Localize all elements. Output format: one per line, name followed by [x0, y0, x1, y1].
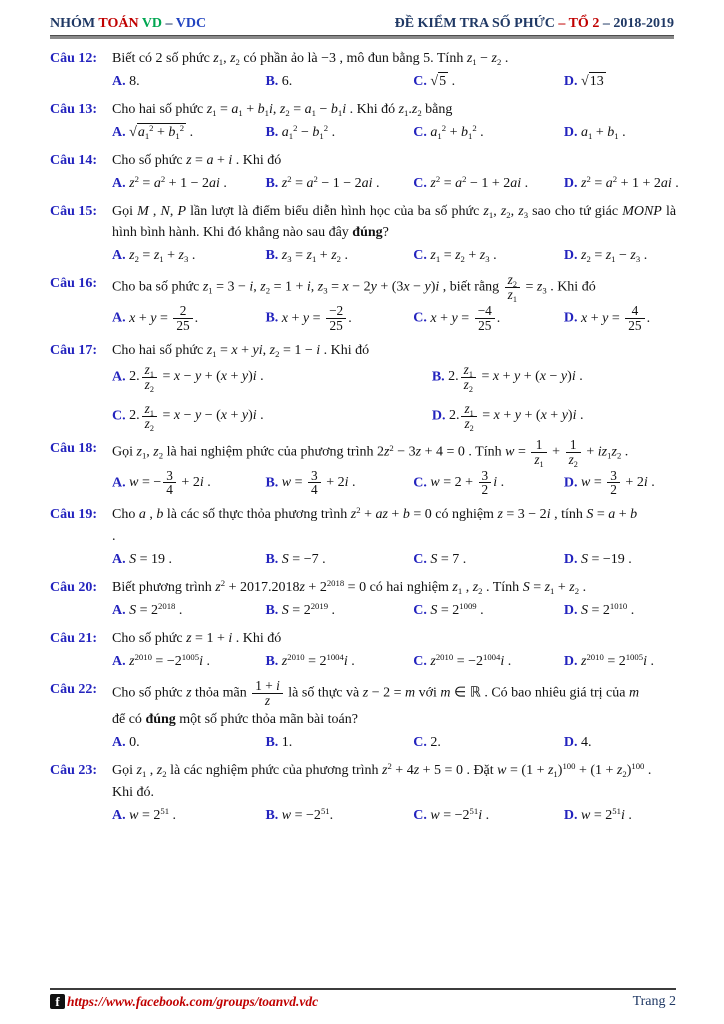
option-value: w = 2 + $\frac{3}{2}$ i .: [430, 467, 505, 498]
option-value: $z^{2010} = 2^{1005}i$ .: [581, 652, 654, 670]
question-line: Cho ba số phức $z_1 = 3 - i$, $z_2 = 1 + i$, $z_3 = x - 2y + (3x - y)i$ , biết rằng $\frac{z_2}{z_1}$ = $z_3$ . Khi đó: [112, 272, 596, 304]
header-title: ĐỀ KIỂM TRA SỐ PHỨC: [394, 16, 559, 31]
option-letter: A.: [112, 176, 126, 191]
answer-option: [413, 245, 560, 266]
option-letter: C.: [112, 408, 126, 424]
option-letter: D.: [563, 475, 578, 491]
question-block: [50, 504, 676, 570]
answer-option: [265, 651, 409, 672]
option-value: x + y = $\frac{4}{25}$ .: [581, 302, 651, 333]
option-value: $z_3 = z_1 + z_2$ .: [281, 248, 348, 265]
options-row: [112, 122, 676, 143]
header-left: [50, 16, 206, 32]
option-letter: A.: [112, 475, 126, 491]
question-label: Câu 16:: [50, 276, 98, 291]
question-block: [50, 273, 676, 333]
answer-option: [413, 173, 560, 194]
header-right: [395, 16, 674, 32]
question-label: Câu 13:: [50, 102, 98, 117]
answer-option: [432, 363, 680, 392]
option-letter: D.: [563, 125, 578, 140]
question-line: Cho số phức z thỏa mãn $\frac{1 + i}{z}$ là số thực và z − 2 = m với m ∈ ℝ . Có bao nhiêu giá trị của m: [112, 678, 640, 709]
option-value: x + y = $\frac{2}{25}$ .: [129, 302, 199, 333]
answer-option: [265, 732, 409, 753]
question-line: để có đúng một số phức thỏa mãn bài toán?: [112, 712, 358, 728]
option-letter: D.: [563, 310, 578, 326]
option-value: x + y = $\frac{-2}{25}$ .: [281, 302, 352, 333]
answer-option: [112, 549, 261, 570]
question-body: [112, 340, 676, 431]
option-letter: C.: [413, 74, 427, 89]
question-block: [50, 679, 676, 753]
page-header: [0, 0, 724, 35]
question-line: Cho a , b là các số thực thỏa phương trình $z^2$ + az + b = 0 có nghiệm z = 3 − 2i , tính S = a + b: [112, 505, 638, 523]
answer-option: [564, 600, 688, 621]
question-line: Biết có 2 số phức $z_1$, $z_2$ có phần ảo là −3 , mô đun bằng 5. Tính $z_1 - z_2$ .: [112, 51, 509, 68]
option-letter: D.: [563, 176, 578, 191]
question-block: [50, 340, 676, 431]
option-letter: B.: [265, 475, 279, 491]
question-line: Cho hai số phức $z_1 = a_1 + b_1i$, $z_2 = a_1 - b_1i$ . Khi đó $z_1.z_2$ bằng: [112, 102, 453, 119]
option-letter: A.: [112, 603, 126, 619]
question-body: [112, 760, 676, 826]
option-value: $z^{2010} = -2^{1005}i$ .: [129, 652, 210, 670]
option-letter: C.: [413, 654, 427, 670]
option-letter: A.: [112, 248, 126, 263]
header-nhom: NHÓM: [50, 16, 99, 31]
option-letter: D.: [563, 735, 578, 751]
question-label: Câu 18:: [50, 440, 98, 456]
option-value: S = −7 .: [281, 552, 326, 568]
question-line: Cho hai số phức $z_1 = x$ + yi, $z_2 = 1 - i$ . Khi đó: [112, 342, 370, 359]
answer-option: [413, 651, 560, 672]
answer-option: [265, 245, 409, 266]
option-letter: C.: [413, 248, 427, 263]
answer-option: [413, 549, 560, 570]
options-row: [112, 549, 676, 570]
option-letter: B.: [265, 808, 279, 824]
option-letter: B.: [265, 735, 279, 751]
option-value: 2. $\frac{z_1}{z_2}$ = x + y + (x + y)i .: [445, 400, 584, 433]
question-body: [112, 438, 676, 498]
option-letter: A.: [112, 125, 126, 140]
answer-option: [112, 469, 261, 498]
option-value: $z^2 = a^2 - 1 - 2ai$ .: [281, 174, 380, 191]
option-value: $a_1 + b_1$ .: [581, 125, 626, 142]
answer-option: [112, 71, 261, 92]
option-letter: A.: [112, 369, 126, 385]
option-letter: B.: [431, 369, 445, 385]
option-value: $w = 2^{51}i$ .: [581, 806, 632, 824]
answer-option: [112, 173, 261, 194]
question-body: [112, 150, 679, 194]
option-letter: B.: [265, 176, 279, 191]
answer-option: [413, 71, 560, 92]
option-letter: B.: [265, 74, 279, 89]
question-body: [112, 577, 676, 621]
question-block: [50, 99, 676, 143]
option-value: √5 .: [430, 74, 456, 89]
options-row: [112, 651, 676, 672]
answer-option: [265, 173, 409, 194]
options-row: [112, 173, 679, 194]
option-value: $z_1 = z_2 + z_3$ .: [430, 248, 497, 265]
answer-option: [112, 363, 428, 392]
header-dash: –: [165, 16, 176, 31]
question-label: Câu 12:: [50, 51, 98, 66]
question-block: [50, 48, 676, 92]
option-letter: D.: [563, 248, 578, 263]
question-label: Câu 21:: [50, 631, 98, 647]
question-label: Câu 14:: [50, 153, 98, 168]
answer-option: [564, 304, 688, 333]
header-vd: VD: [141, 16, 166, 31]
option-value: $√a_1^2 + b_1^2$ .: [129, 123, 194, 142]
option-letter: C.: [413, 808, 427, 824]
footer-rule: [50, 988, 676, 990]
answer-option: [564, 71, 688, 92]
facebook-icon: f: [50, 994, 65, 1009]
option-letter: B.: [265, 603, 279, 619]
question-label: Câu 15:: [50, 204, 98, 219]
answer-option: [564, 651, 688, 672]
question-body: [112, 48, 676, 92]
question-body: [112, 99, 676, 143]
answer-option: [112, 732, 261, 753]
answer-option: [112, 402, 428, 431]
option-letter: D.: [563, 654, 578, 670]
options-row: [112, 600, 676, 621]
answer-option: [413, 304, 560, 333]
option-value: $z_2 = z_1 - z_3$ .: [581, 248, 648, 265]
option-value: S = −19 .: [581, 552, 632, 568]
option-value: 1.: [278, 735, 293, 751]
questions: [0, 39, 724, 826]
option-letter: A.: [112, 310, 126, 326]
answer-option: [265, 600, 409, 621]
option-value: w = $\frac{3}{4}$ + 2i .: [281, 467, 356, 498]
options-row: [112, 71, 676, 92]
answer-option: [265, 469, 409, 498]
option-value: w = $\frac{3}{2}$ + 2i .: [581, 467, 655, 498]
option-value: 6.: [278, 74, 293, 89]
option-letter: B.: [265, 654, 279, 670]
options-row: [112, 732, 676, 753]
answer-option: [413, 732, 560, 753]
option-letter: C.: [413, 552, 427, 568]
option-letter: C.: [413, 603, 427, 619]
question-line: Gọi M , N, P lần lượt là điểm biểu diễn hình học của ba số phức $z_1$, $z_2$, $z_3$ sao cho tứ giác MONP là hình bình hành. Khi đó khẳng nào sau đây đúng?: [112, 204, 677, 240]
options-row: [112, 469, 676, 498]
header-vdc: VDC: [175, 16, 207, 31]
option-value: $S = 2^{2018}$ .: [129, 601, 183, 619]
option-value: $w = -2^{51}i$ .: [430, 806, 490, 824]
answer-option: [265, 122, 409, 143]
question-block: [50, 438, 676, 498]
option-letter: A.: [112, 654, 126, 670]
page-footer: [50, 988, 676, 1010]
answer-option: [564, 805, 688, 826]
answer-option: [112, 304, 261, 333]
answer-option: [112, 122, 261, 143]
option-letter: C.: [413, 310, 427, 326]
answer-option: [564, 732, 688, 753]
question-body: [112, 679, 676, 753]
option-value: $a_1^2 + b_1^2$ .: [430, 123, 484, 142]
answer-option: [564, 122, 688, 143]
answer-option: [112, 245, 261, 266]
question-line: .: [112, 529, 116, 545]
question-label: Câu 22:: [50, 682, 98, 698]
option-letter: D.: [563, 603, 578, 619]
answer-option: [564, 549, 688, 570]
option-letter: C.: [413, 735, 427, 751]
option-letter: A.: [112, 552, 126, 568]
option-value: 2.: [426, 735, 441, 751]
option-value: 0.: [125, 735, 140, 751]
option-value: $a_1^2 - b_1^2$ .: [281, 123, 336, 142]
answer-option: [413, 122, 560, 143]
question-label: Câu 23:: [50, 763, 98, 779]
question-body: [112, 628, 676, 672]
question-block: [50, 577, 676, 621]
option-letter: C.: [413, 475, 427, 491]
option-letter: A.: [112, 735, 126, 751]
option-letter: D.: [563, 74, 578, 89]
answer-option: [413, 600, 560, 621]
option-value: S = 19 .: [129, 552, 173, 568]
options-row: [112, 245, 676, 266]
question-block: [50, 760, 676, 826]
option-letter: B.: [265, 310, 279, 326]
question-line: Biết phương trình $z^2 + 2017.2018z + 2^{2018} = 0$ có hai nghiệm $z_1$ , $z_2$ . Tính $S = z_1 + z_2$ .: [112, 578, 587, 597]
options-row: [112, 363, 676, 431]
option-value: S = 7 .: [430, 552, 467, 568]
option-letter: B.: [265, 248, 279, 263]
option-value: 2. $\frac{z_1}{z_2}$ = x − y − (x + y)i .: [125, 400, 264, 433]
option-letter: D.: [563, 808, 578, 824]
question-line: Gọi $z_1$ , $z_2$ là các nghiệm phức của phương trình $z^2 + 4z + 5 = 0$ . Đặt $w = (1 + z_1)^{100} + (1 + z_2)^{100}$ .: [112, 761, 652, 780]
question-label: Câu 20:: [50, 580, 98, 596]
option-letter: B.: [265, 552, 279, 568]
question-label: Câu 19:: [50, 507, 98, 523]
option-value: 2. $\frac{z_1}{z_2}$ = x − y + (x + y)i .: [125, 361, 264, 394]
page-number: Trang 2: [632, 994, 676, 1009]
option-value: $z^{2010} = -2^{1004}i$ .: [430, 652, 512, 670]
answer-option: [265, 805, 409, 826]
option-letter: C.: [413, 125, 427, 140]
answer-option: [265, 71, 409, 92]
answer-option: [112, 600, 261, 621]
answer-option: [112, 805, 261, 826]
option-value: $w = -2^{51}$.: [281, 806, 334, 824]
option-value: $z^2 = a^2 + 1 + 2ai$ .: [581, 174, 679, 191]
option-letter: D.: [563, 552, 578, 568]
answer-option: [265, 304, 409, 333]
answer-option: [564, 245, 688, 266]
option-value: $w = 2^{51}$ .: [129, 806, 177, 824]
option-letter: C.: [413, 176, 427, 191]
question-body: [112, 504, 676, 570]
question-line: Cho số phức z = a + i . Khi đó: [112, 153, 282, 168]
answer-option: [265, 549, 409, 570]
option-value: $z^2 = a^2 + 1 - 2ai$ .: [129, 174, 227, 191]
footer-link-group: [50, 994, 318, 1010]
option-letter: A.: [112, 74, 126, 89]
option-letter: B.: [265, 125, 279, 140]
option-value: 4.: [577, 735, 592, 751]
option-value: $z^{2010} = 2^{1004}i$ .: [281, 652, 355, 670]
question-label: Câu 17:: [50, 342, 98, 358]
answer-option: [564, 469, 688, 498]
answer-option: [112, 651, 261, 672]
answer-option: [413, 805, 560, 826]
answer-option: [432, 402, 680, 431]
option-value: 8.: [125, 74, 140, 89]
option-value: 2. $\frac{z_1}{z_2}$ = x + y + (x − y)i .: [444, 361, 583, 394]
answer-option: [413, 469, 560, 498]
question-block: [50, 628, 676, 672]
question-block: [50, 201, 676, 266]
question-line: Gọi $z_1$, $z_2$ là hai nghiệm phức của phương trình $2z^2 - 3z + 4 = 0$ . Tính w = $\frac{1}{z_1}$ + $\frac{1}{z_2}$ + $iz_1z_2$ .: [112, 436, 629, 469]
header-toan: TOÁN: [98, 16, 142, 31]
question-line: Khi đó.: [112, 785, 154, 801]
option-value: $S = 2^{1009}$ .: [430, 601, 484, 619]
header-year: – 2018-2019: [602, 16, 674, 31]
question-body: [112, 273, 676, 333]
question-block: [50, 150, 679, 194]
option-value: w = − $\frac{3}{4}$ + 2i .: [129, 467, 211, 498]
option-value: √13: [581, 74, 604, 89]
header-to2: – TỔ 2: [558, 16, 603, 31]
question-body: [112, 201, 676, 266]
question-line: Cho số phức z = 1 + i . Khi đó: [112, 631, 282, 647]
option-value: $z^2 = a^2 - 1 + 2ai$ .: [430, 174, 529, 191]
option-letter: D.: [431, 408, 446, 424]
option-value: $S = 2^{1010}$ .: [581, 601, 635, 619]
footer-url-link[interactable]: https://www.facebook.com/groups/toanvd.vdc: [67, 994, 319, 1009]
options-row: [112, 805, 676, 826]
options-row: [112, 304, 676, 333]
answer-option: [564, 173, 688, 194]
option-value: $S = 2^{2019}$ .: [281, 601, 336, 619]
option-value: x + y = $\frac{-4}{25}$ .: [430, 302, 501, 333]
option-value: $z_2 = z_1 + z_3$ .: [129, 248, 196, 265]
option-letter: A.: [112, 808, 126, 824]
